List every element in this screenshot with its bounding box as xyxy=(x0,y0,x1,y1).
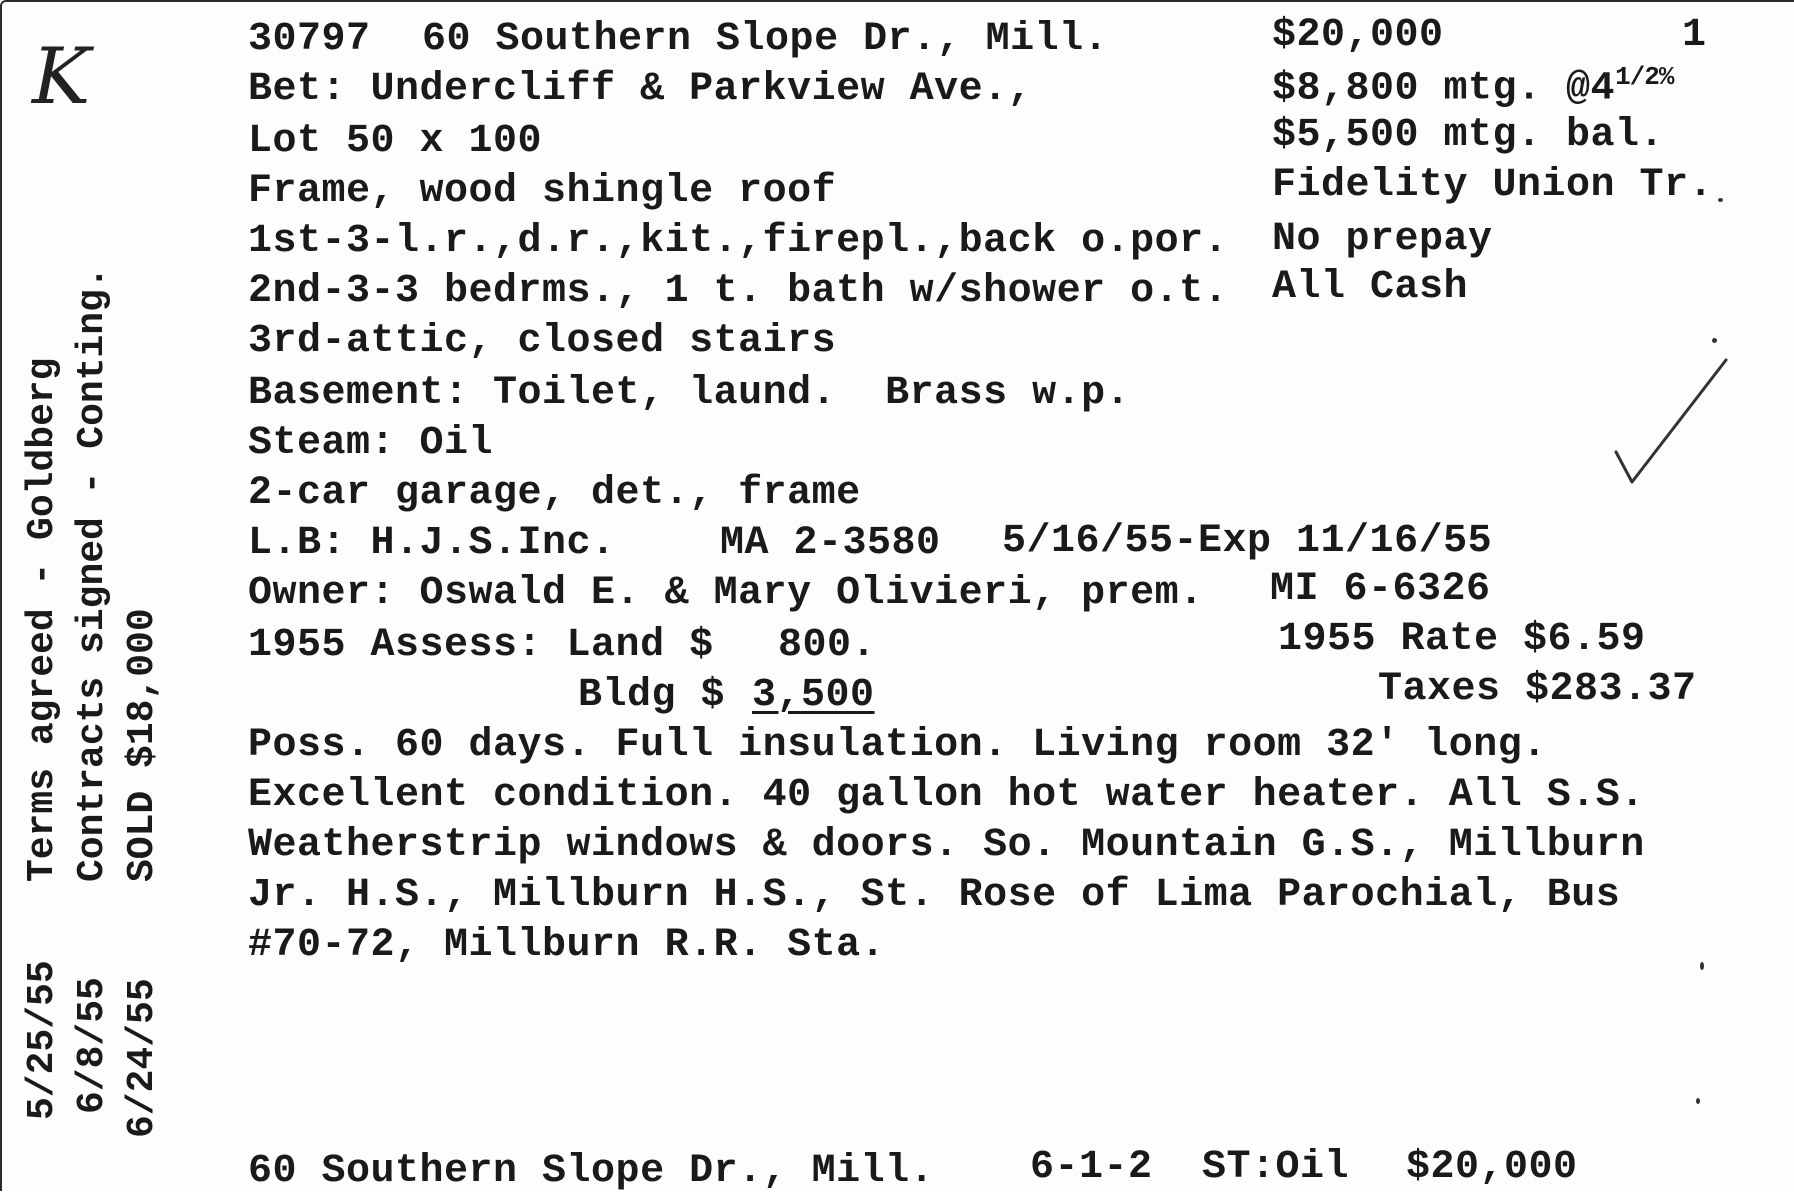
footer-heat: ST:Oil xyxy=(1202,1145,1350,1190)
heat: Steam: Oil xyxy=(248,421,494,466)
footer-address: 60 Southern Slope Dr., Mill. xyxy=(248,1149,935,1194)
listing-dates: 5/16/55-Exp 11/16/55 xyxy=(1002,519,1493,564)
status-note-1: Terms agreed - Goldberg xyxy=(21,357,64,882)
broker-phone: MA 2-3580 xyxy=(720,521,941,566)
footer-price: $20,000 xyxy=(1406,1145,1578,1190)
status-date-1: 5/25/55 xyxy=(21,960,64,1120)
footer-code: 6-1-2 xyxy=(1030,1145,1153,1190)
ink-speck xyxy=(1700,962,1704,970)
listing-broker: L.B: H.J.S.Inc. xyxy=(248,521,616,566)
prepay: No prepay xyxy=(1272,217,1493,262)
assess-land-label: 1955 Assess: Land $ xyxy=(248,623,714,668)
remarks-line-1: Poss. 60 days. Full insulation. Living room 32' long. xyxy=(248,723,1547,768)
mortgage-rate-fraction: 1/2% xyxy=(1615,62,1674,92)
between-streets: Bet: Undercliff & Parkview Ave., xyxy=(248,67,1033,112)
basement: Basement: Toilet, laund. Brass w.p. xyxy=(248,371,1131,416)
owner: Owner: Oswald E. & Mary Olivieri, prem. xyxy=(248,571,1204,616)
mortgage: $8,800 mtg. $@4^{1/2\%}$ xyxy=(1272,62,1674,112)
status-note-2: Contracts signed - Conting. xyxy=(71,266,114,882)
remarks-line-2: Excellent condition. 40 gallon hot water heater. All S.S. xyxy=(248,773,1645,818)
ink-speck xyxy=(1718,198,1723,202)
status-date-2: 6/8/55 xyxy=(71,977,114,1114)
assess-bldg-value: 3,500 xyxy=(752,673,875,718)
third-floor: 3rd-attic, closed stairs xyxy=(248,319,837,364)
terms: All Cash xyxy=(1272,265,1469,310)
construction: Frame, wood shingle roof xyxy=(248,169,837,214)
assess-land-value: 800. xyxy=(778,623,877,668)
listing-price: $20,000 xyxy=(1272,13,1444,58)
remarks-line-5: #70-72, Millburn R.R. Sta. xyxy=(248,923,886,968)
second-floor: 2nd-3-3 bedrms., 1 t. bath w/shower o.t. xyxy=(248,269,1229,314)
card-number: 1 xyxy=(1682,13,1707,58)
remarks-line-3: Weatherstrip windows & doors. So. Mountain G.S., Millburn xyxy=(248,823,1645,868)
ink-speck xyxy=(1696,1098,1700,1104)
ink-speck xyxy=(1712,338,1717,343)
owner-phone: MI 6-6326 xyxy=(1270,567,1491,612)
assess-bldg-label: Bldg $ xyxy=(578,673,726,718)
handwritten-mark: K xyxy=(32,32,91,122)
check-mark-icon xyxy=(1602,332,1742,492)
status-date-3: 6/24/55 xyxy=(121,978,164,1138)
lot-size: Lot 50 x 100 xyxy=(248,119,543,164)
listing-number: 30797 xyxy=(248,17,371,62)
garage: 2-car garage, det., frame xyxy=(248,471,861,516)
listing-address: 60 Southern Slope Dr., Mill. xyxy=(422,17,1109,62)
lender: Fidelity Union Tr. xyxy=(1272,163,1714,208)
tax-rate: 1955 Rate $6.59 xyxy=(1278,617,1646,662)
status-note-3: SOLD $18,000 xyxy=(121,608,164,882)
remarks-line-4: Jr. H.S., Millburn H.S., St. Rose of Lima Parochial, Bus xyxy=(248,873,1621,918)
taxes: Taxes $283.37 xyxy=(1378,667,1697,712)
first-floor: 1st-3-l.r.,d.r.,kit.,firepl.,back o.por. xyxy=(248,219,1229,264)
mortgage-balance: $5,500 mtg. bal. xyxy=(1272,113,1665,158)
